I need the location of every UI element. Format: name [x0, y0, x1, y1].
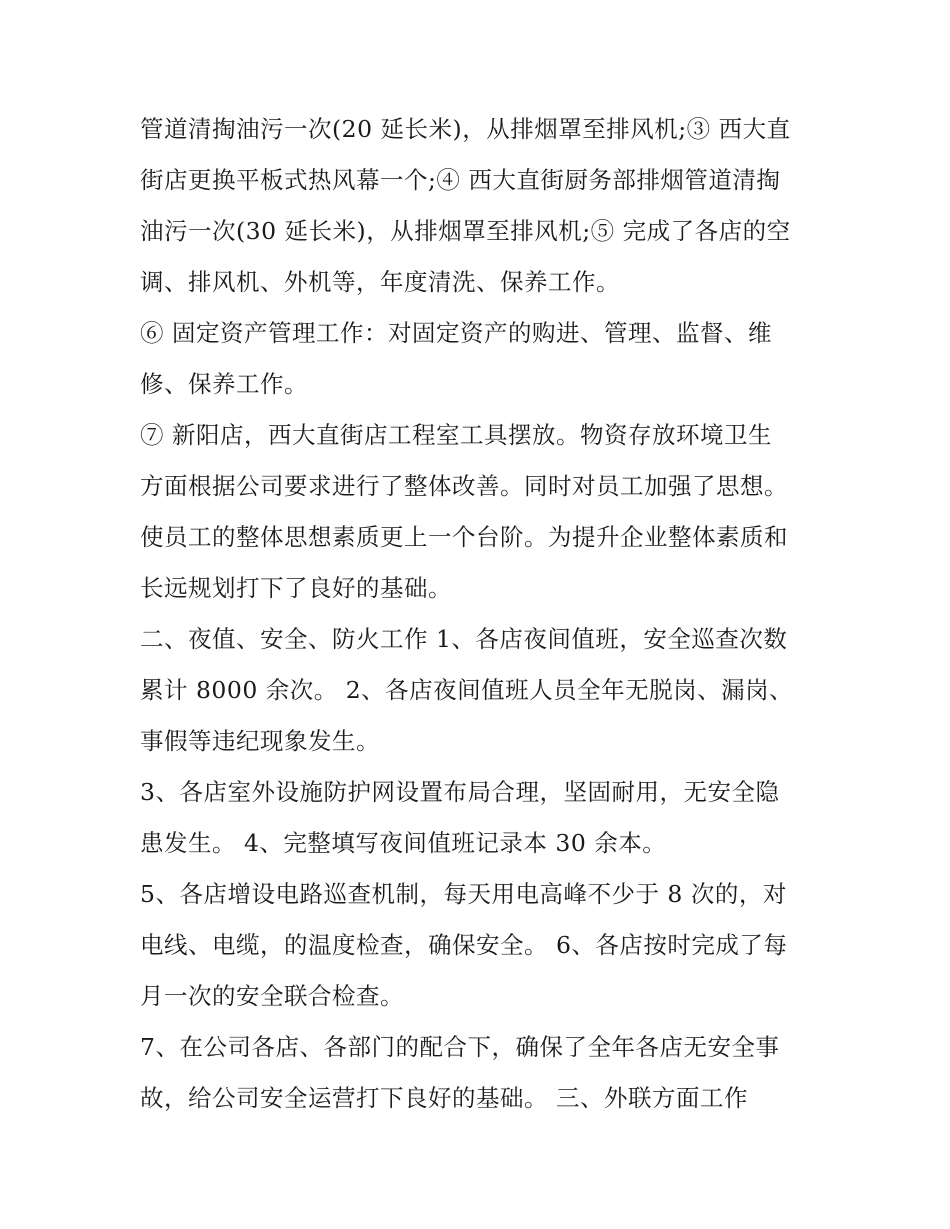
text-line-12: 累计 8000 余次。 2、各店夜间值班人员全年无脱岗、漏岗、: [140, 676, 794, 704]
text-line-7: ⑦ 新阳店，西大直街店工程室工具摆放。物资存放环境卫生: [140, 421, 772, 449]
text-line-15: 患发生。 4、完整填写夜间值班记录本 30 余本。: [140, 829, 667, 857]
text-line-1: 管道清掏油污一次(20 延长米)，从排烟罩至排风机;③ 西大直: [140, 115, 791, 143]
text-line-5: ⑥ 固定资产管理工作：对固定资产的购进、管理、监督、维: [140, 319, 772, 347]
text-line-20: 故，给公司安全运营打下良好的基础。 三、外联方面工作: [140, 1084, 748, 1112]
text-line-14: 3、各店室外设施防护网设置布局合理，坚固耐用，无安全隐: [140, 778, 780, 806]
text-line-8: 方面根据公司要求进行了整体改善。同时对员工加强了思想。: [140, 472, 788, 500]
text-line-16: 5、各店增设电路巡查机制，每天用电高峰不少于 8 次的，对: [140, 880, 787, 908]
text-line-10: 长远规划打下了良好的基础。: [140, 574, 452, 602]
text-line-3: 油污一次(30 延长米)，从排烟罩至排风机;⑤ 完成了各店的空: [140, 217, 791, 245]
text-line-18: 月一次的安全联合检查。: [140, 982, 404, 1010]
document-body: [140, 104, 820, 1124]
text-line-4: 调、排风机、外机等，年度清洗、保养工作。: [140, 268, 620, 296]
text-line-2: 街店更换平板式热风幕一个;④ 西大直街厨务部排烟管道清掏: [140, 166, 781, 194]
text-line-19: 7、在公司各店、各部门的配合下，确保了全年各店无安全事: [140, 1033, 780, 1061]
text-line-6: 修、保养工作。: [140, 370, 308, 398]
text-line-17: 电线、电缆，的温度检查，确保安全。 6、各店按时完成了每: [140, 931, 788, 959]
text-line-9: 使员工的整体思想素质更上一个台阶。为提升企业整体素质和: [140, 523, 788, 551]
text-line-13: 事假等违纪现象发生。: [140, 727, 380, 755]
text-line-11: 二、夜值、安全、防火工作 1、各店夜间值班，安全巡查次数: [140, 625, 788, 653]
